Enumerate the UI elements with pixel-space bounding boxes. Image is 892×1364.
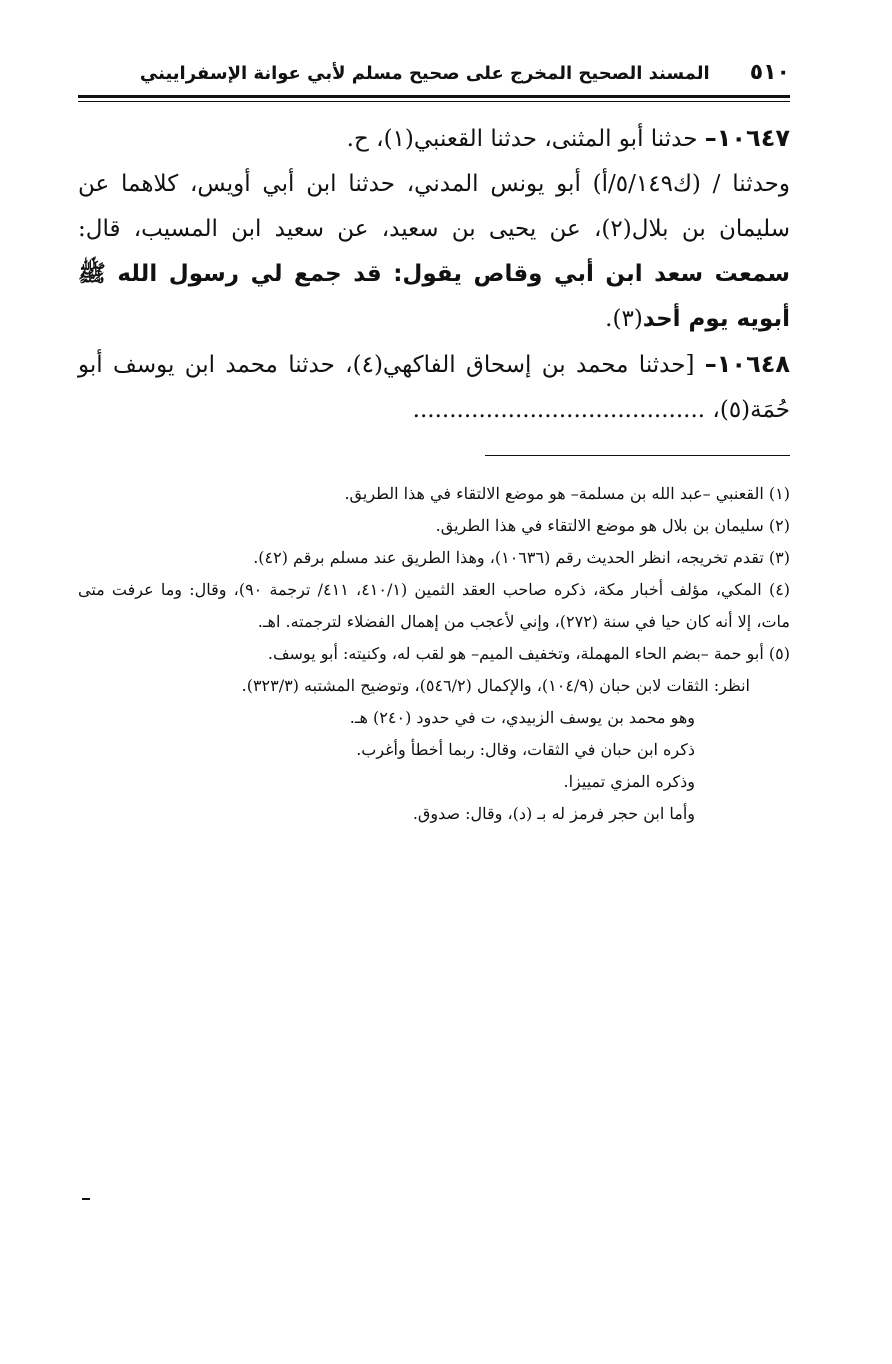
- footnote-separator: [485, 455, 790, 456]
- hadith-10647: [78, 116, 790, 162]
- note-line: وهو محمد بن يوسف الزبيدي، ت في حدود (٢٤٠) هـ.: [349, 708, 695, 727]
- header-rule-thick: [78, 95, 790, 98]
- note-line: ذكره ابن حبان في الثقات، وقال: ربما أخطأ وأغرب.: [356, 740, 695, 759]
- hadith-10648: [78, 342, 790, 433]
- note-line: وأما ابن حجر فرمز له بـ (د)، وقال: صدوق.: [412, 804, 695, 823]
- header-title: المسند الصحيح المخرج على صحيح مسلم لأبي عوانة الإسفراييني: [139, 63, 710, 84]
- footnote-5: (٥) أبو حمة –بضم الحاء المهملة، وتخفيف الميم– هو لقب له، وكنيته: أبو يوسف.: [267, 644, 790, 663]
- hadith-text: [حدثنا محمد بن إسحاق الفاكهي(٤)، حدثنا محمد ابن يوسف أبو حُمَة(٥)،: [78, 352, 790, 423]
- footnote-3: (٣) تقدم تخريجه، انظر الحديث رقم (١٠٦٣٦)، وهذا الطريق عند مسلم برقم (٤٢).: [253, 548, 790, 567]
- margin-mark: [82, 1198, 90, 1200]
- hadith-text: حدثنا أبو المثنى، حدثنا القعنبي(١)، ح.: [346, 126, 698, 152]
- note-line: وذكره المزي تمييزا.: [563, 772, 695, 791]
- page-number: ٥١٠: [749, 60, 790, 85]
- running-header: [78, 60, 790, 91]
- footnote-4: (٤) المكي، مؤلف أخبار مكة، ذكره صاحب العقد الثمين (٤١٠/١، ٤١١/ ترجمة ٩٠)، وقال: وما عرفت متى مات، إلا أنه كان حيا في سنة (٢٧٢)، وإني لأعجب من إهمال الفضلاء لترجمته. اهـ.: [78, 580, 791, 631]
- isnad-paragraph: [78, 162, 790, 342]
- dotted-gap: ........................................: [412, 397, 706, 423]
- footnote-5-continued: انظر: الثقات لابن حبان (١٠٤/٩)، والإكمال (٥٤٦/٢)، وتوضيح المشتبه (٣٢٣/٣).: [241, 676, 750, 695]
- main-text: [78, 116, 790, 433]
- footnotes: [78, 478, 790, 830]
- page: [78, 60, 790, 830]
- footnote-ref: (٣).: [605, 306, 643, 332]
- footnote-2: (٢) سليمان بن بلال هو موضع الالتقاء في هذا الطريق.: [435, 516, 790, 535]
- matn-text: سمعت سعد ابن أبي وقاص يقول: قد جمع لي رسول الله ﷺ أبويه يوم أحد: [78, 261, 790, 332]
- footnote-1: (١) القعنبي –عبد الله بن مسلمة– هو موضع الالتقاء في هذا الطريق.: [344, 484, 790, 503]
- hadith-number: ١٠٦٤٧–: [704, 124, 790, 152]
- header-rule-thin: [78, 101, 790, 102]
- hadith-number: ١٠٦٤٨–: [704, 350, 791, 378]
- isnad-text: وحدثنا / (ك٥/١٤٩/أ) أبو يونس المدني، حدثنا ابن أبي أويس، كلاهما عن سليمان بن بلال(٢)، عن يحيى بن سعيد، عن سعيد ابن المسيب، قال:: [78, 171, 790, 242]
